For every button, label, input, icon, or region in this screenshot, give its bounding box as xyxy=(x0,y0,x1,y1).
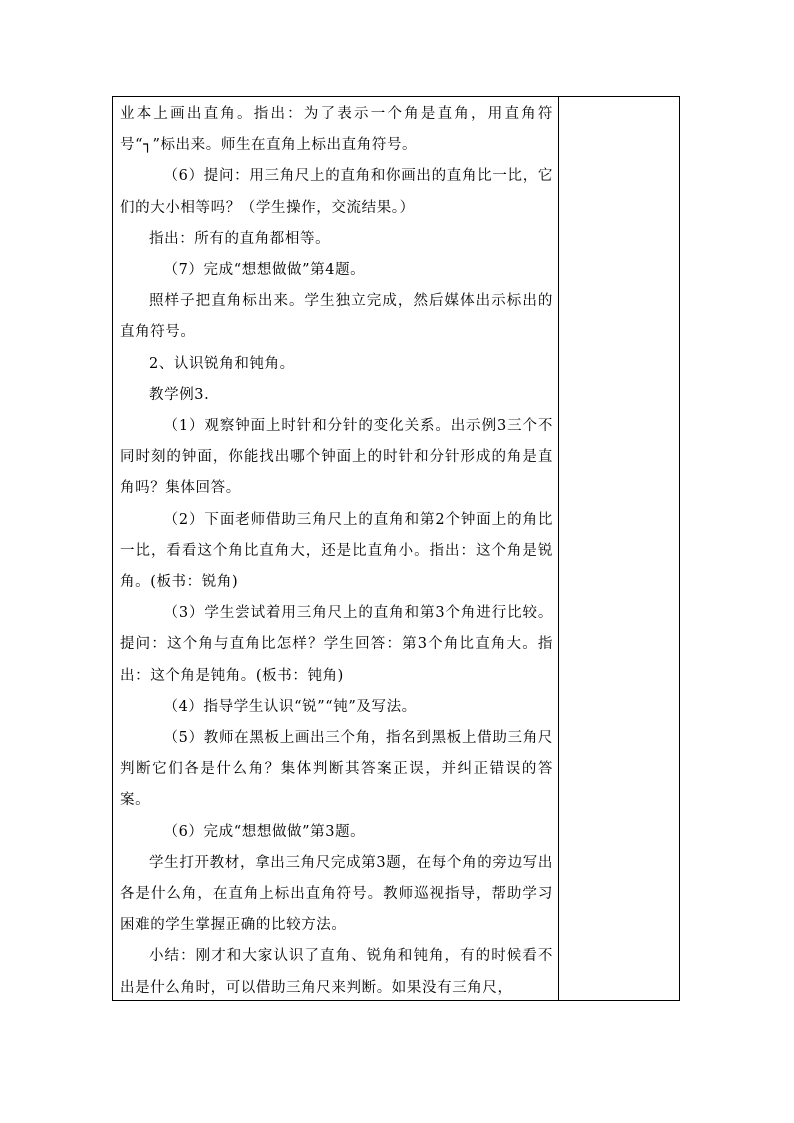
paragraph: （2）下面老师借助三角尺上的直角和第2个钟面上的角比一比，看看这个角比直角大，还是比直角小。指出：这个角是锐角。(板书：锐角) xyxy=(120,511,553,591)
paragraph: （4）指导学生认识“锐”“钝”及写法。 xyxy=(163,698,417,715)
paragraph: （7）完成“想想做做”第4题。 xyxy=(163,262,366,279)
paragraph: 教学例3. xyxy=(149,386,210,403)
paragraph: 学生打开教材，拿出三角尺完成第3题，在每个角的旁边写出各是什么角，在直角上标出直角符号。教师巡视指导，帮助学习困难的学生掌握正确的比较方法。 xyxy=(120,854,553,934)
lesson-table xyxy=(112,96,680,1001)
lesson-content-cell xyxy=(120,99,553,1004)
paragraph: （6）完成“想想做做”第3题。 xyxy=(163,823,366,840)
paragraph: 业本上画出直角。指出：为了表示一个角是直角，用直角符号“┐”标出来。师生在直角上标出直角符号。 xyxy=(120,106,553,154)
paragraph: 照样子把直角标出来。学生独立完成，然后媒体出示标出的直角符号。 xyxy=(120,293,553,341)
paragraph: 小结：刚才和大家认识了直角、锐角和钝角，有的时候看不出是什么角时，可以借助三角尺来判断。如果没有三角尺， xyxy=(120,948,553,996)
section-heading: 2、认识锐角和钝角。 xyxy=(149,355,295,372)
paragraph: （3）学生尝试着用三角尺上的直角和第3个角进行比较。提问：这个角与直角比怎样？学生回答：第3个角比直角大。指出：这个角是钝角。(板书：钝角) xyxy=(120,605,553,684)
paragraph: （6）提问：用三角尺上的直角和你画出的直角比一比，它们的大小相等吗？（学生操作，交流结果。） xyxy=(120,168,553,216)
paragraph: （5）教师在黑板上画出三个角，指名到黑板上借助三角尺判断它们各是什么角？集体判断其答案正误，并纠正错误的答案。 xyxy=(120,730,553,809)
paragraph: （1）观察钟面上时针和分针的变化关系。出示例3三个不同时刻的钟面，你能找出哪个钟面上的时针和分针形成的角是直角吗？集体回答。 xyxy=(120,418,553,497)
paragraph: 指出：所有的直角都相等。 xyxy=(149,230,331,247)
notes-cell xyxy=(559,97,679,1000)
